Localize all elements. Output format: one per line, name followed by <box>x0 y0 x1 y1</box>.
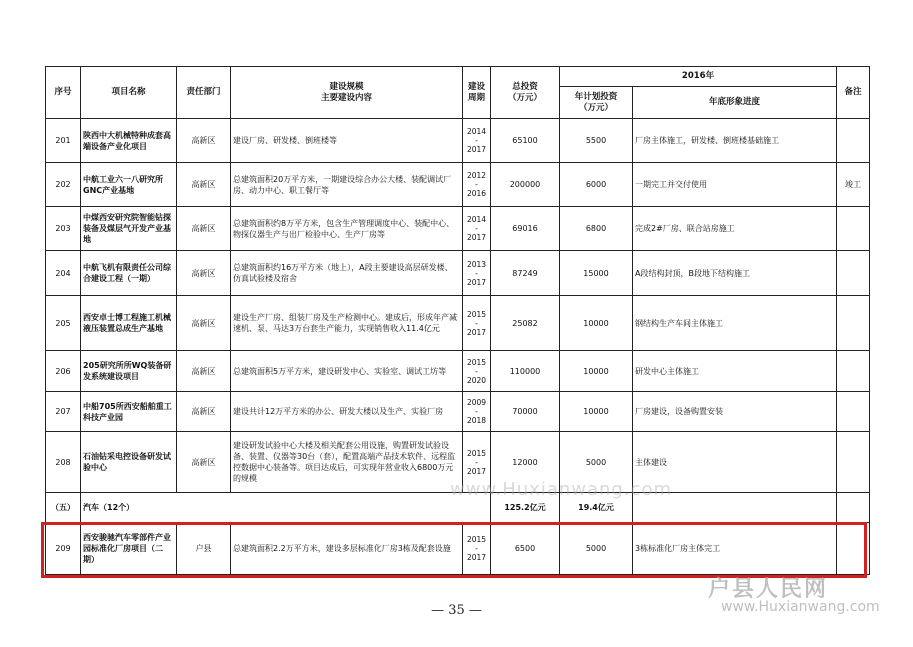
row-period <box>463 523 491 575</box>
row-dept: 高新区 <box>177 207 231 251</box>
row-seq: 209 <box>46 523 81 575</box>
row-progress: 一期完工并交付使用 <box>633 163 837 207</box>
row-content: 总建筑面积约8万平方米，包含生产管理调度中心、装配中心、物探仪器生产与出厂检验中心、生产厂房等 <box>231 207 463 251</box>
header-plan <box>560 87 633 119</box>
row-plan: 6800 <box>560 207 633 251</box>
row-progress: 厂房建设，设备购置安装 <box>633 392 837 432</box>
period-end: 2020 <box>466 375 487 385</box>
row-note <box>837 119 870 163</box>
row-note <box>837 296 870 351</box>
period-dash: - <box>475 544 478 553</box>
row-note: 竣工 <box>837 163 870 207</box>
row-content: 总建筑面积20万平方米，一期建设综合办公大楼、装配调试厂房、动力中心、职工餐厅等 <box>231 163 463 207</box>
row-total: 25082 <box>491 296 560 351</box>
row-content: 总建筑面积2.2万平方米，建设多层标准化厂房3栋及配套设施 <box>231 523 463 575</box>
period-end: 2016 <box>466 189 487 198</box>
row-note <box>837 432 870 493</box>
watermark-logo: 户县人民网 <box>708 577 829 602</box>
period-start: 2013 <box>466 259 487 269</box>
row-seq: 208 <box>46 432 81 493</box>
row-period <box>463 296 491 351</box>
period-dash: - <box>475 268 478 278</box>
row-total: 6500 <box>491 523 560 575</box>
row-progress: 3栋标准化厂房主体完工 <box>633 523 837 575</box>
row-progress: 钢结构生产车间主体施工 <box>633 296 837 351</box>
period-end: 2017 <box>466 327 487 337</box>
row-seq: 206 <box>46 351 81 392</box>
table-row <box>46 392 870 432</box>
row-content: 建设研发试验中心大楼及相关配套公用设施，购置研发试验设备、装置、仪器等30台（套），配置高端产品技术软件、远程监控数据中心装备等。项目达成后，可实现年营业收入6800万元的规模 <box>231 432 463 493</box>
row-plan: 6000 <box>560 163 633 207</box>
table-body <box>46 119 870 575</box>
header-total-line1: 总投资 <box>512 81 538 92</box>
period-start: 2015 <box>466 535 487 544</box>
row-plan: 5500 <box>560 119 633 163</box>
row-total: 200000 <box>491 163 560 207</box>
header-scale <box>231 67 463 119</box>
row-progress: 研发中心主体施工 <box>633 351 837 392</box>
row-note <box>837 351 870 392</box>
row-content: 总建筑面积5万平方米，建设研发中心、实验室、调试工坊等 <box>231 351 463 392</box>
period-start: 2012 <box>466 171 487 180</box>
row-progress: 厂房主体施工，研发楼、倒班楼基础施工 <box>633 119 837 163</box>
period-dash: - <box>475 180 478 189</box>
period-dash: - <box>475 407 478 416</box>
row-total: 70000 <box>491 392 560 432</box>
header-year: 2016年 <box>560 67 837 87</box>
row-name: 中航工业六一八研究所GNC产业基地 <box>81 163 177 207</box>
period-dash: - <box>475 318 478 328</box>
watermark-url: www.Huxianwang.com <box>721 599 880 615</box>
row-content: 建设生产厂房、组装厂房及生产检测中心。建成后，形成年产减速机、泵、马达3万台套生产能力，实现销售收入11.4亿元 <box>231 296 463 351</box>
row-note <box>837 251 870 296</box>
period-start: 2015 <box>466 309 487 319</box>
row-period <box>463 432 491 493</box>
row-note <box>837 523 870 575</box>
table-row <box>46 296 870 351</box>
row-plan: 10000 <box>560 392 633 432</box>
table-row <box>46 251 870 296</box>
header-plan-line1: 年计划投资 <box>574 91 618 102</box>
row-seq: 201 <box>46 119 81 163</box>
row-note <box>837 392 870 432</box>
table-row <box>46 119 870 163</box>
row-name: 中航飞机有限责任公司综合建设工程（一期） <box>81 251 177 296</box>
period-start: 2014 <box>466 127 487 136</box>
header-plan-line2: （万元） <box>578 102 613 113</box>
row-content: 建设共计12万平方米的办公、研发大楼以及生产、实验厂房 <box>231 392 463 432</box>
row-seq: 207 <box>46 392 81 432</box>
row-dept: 高新区 <box>177 119 231 163</box>
page-number: — 35 — <box>431 603 482 618</box>
table-row <box>46 163 870 207</box>
row-content: 建设厂房、研发楼、倒班楼等 <box>231 119 463 163</box>
period-end: 2017 <box>466 553 487 562</box>
period-dash: - <box>475 366 478 376</box>
watermark-center: www.Huxianwang.com <box>450 479 673 500</box>
period-start: 2014 <box>466 215 487 224</box>
row-name: 陕西中大机械特种成套高端设备产业化项目 <box>81 119 177 163</box>
row-name: 西安骏驰汽车零部件产业园标准化厂房项目（二期） <box>81 523 177 575</box>
header-total <box>491 67 560 119</box>
row-dept: 高新区 <box>177 392 231 432</box>
row-seq: 205 <box>46 296 81 351</box>
period-end: 2017 <box>466 233 487 242</box>
row-period <box>463 119 491 163</box>
row-total: 110000 <box>491 351 560 392</box>
row-dept: 高新区 <box>177 432 231 493</box>
table-row <box>46 207 870 251</box>
header-scale-line2: 主要建设内容 <box>320 92 372 103</box>
period-end: 2018 <box>466 416 487 425</box>
project-table <box>45 66 870 575</box>
row-plan: 5000 <box>560 523 633 575</box>
row-progress: 主体建设 <box>633 432 837 493</box>
header-note: 备注 <box>837 67 870 119</box>
section-note <box>837 493 870 523</box>
row-total: 69016 <box>491 207 560 251</box>
period-end: 2017 <box>466 145 487 154</box>
period-start: 2015 <box>466 357 487 367</box>
section-label: 汽车（12个） <box>81 493 491 523</box>
row-content: 总建筑面积约16万平方米（地上），A段主要建设高层研发楼、仿真试验楼及宿舍 <box>231 251 463 296</box>
period-end: 2017 <box>466 466 487 476</box>
header-total-line2: （万元） <box>507 92 542 103</box>
period-dash: - <box>475 136 478 145</box>
section-progress <box>633 493 837 523</box>
row-name: 205研究所所WQ装备研发系统建设项目 <box>81 351 177 392</box>
row-period <box>463 163 491 207</box>
row-dept: 高新区 <box>177 296 231 351</box>
row-seq: 203 <box>46 207 81 251</box>
header-progress: 年底形象进度 <box>633 87 837 119</box>
period-start: 2015 <box>466 448 487 458</box>
section-num: （五） <box>46 493 81 523</box>
header-dept: 责任部门 <box>177 67 231 119</box>
section-row <box>46 493 870 523</box>
header-name: 项目名称 <box>81 67 177 119</box>
row-plan: 5000 <box>560 432 633 493</box>
section-plan: 19.4亿元 <box>560 493 633 523</box>
row-progress: 完成2#厂房、联合站房施工 <box>633 207 837 251</box>
highlighted-row <box>46 523 870 575</box>
period-end: 2017 <box>466 277 487 287</box>
row-name: 石油钻采电控设备研发试验中心 <box>81 432 177 493</box>
row-period <box>463 351 491 392</box>
row-dept: 户县 <box>177 523 231 575</box>
row-period <box>463 251 491 296</box>
header-seq: 序号 <box>46 67 81 119</box>
row-plan: 10000 <box>560 296 633 351</box>
row-plan: 10000 <box>560 351 633 392</box>
row-progress: A段结构封顶，B段地下结构施工 <box>633 251 837 296</box>
row-plan: 15000 <box>560 251 633 296</box>
row-name: 中船705所西安船舶重工科技产业园 <box>81 392 177 432</box>
section-total: 125.2亿元 <box>491 493 560 523</box>
header-period: 建设周期 <box>463 67 491 119</box>
row-total: 12000 <box>491 432 560 493</box>
row-seq: 202 <box>46 163 81 207</box>
row-period <box>463 392 491 432</box>
row-total: 87249 <box>491 251 560 296</box>
row-dept: 高新区 <box>177 163 231 207</box>
row-dept: 高新区 <box>177 351 231 392</box>
period-dash: - <box>475 224 478 233</box>
period-dash: - <box>475 457 478 467</box>
period-start: 2009 <box>466 398 487 407</box>
table-row <box>46 351 870 392</box>
row-period <box>463 207 491 251</box>
row-seq: 204 <box>46 251 81 296</box>
header-scale-line1: 建设规模 <box>329 81 364 92</box>
row-total: 65100 <box>491 119 560 163</box>
table-row <box>46 432 870 493</box>
row-name: 西安卓士博工程施工机械液压装置总成生产基地 <box>81 296 177 351</box>
row-note <box>837 207 870 251</box>
row-dept: 高新区 <box>177 251 231 296</box>
row-name: 中煤西安研究院智能钻探装备及煤层气开发产业基地 <box>81 207 177 251</box>
